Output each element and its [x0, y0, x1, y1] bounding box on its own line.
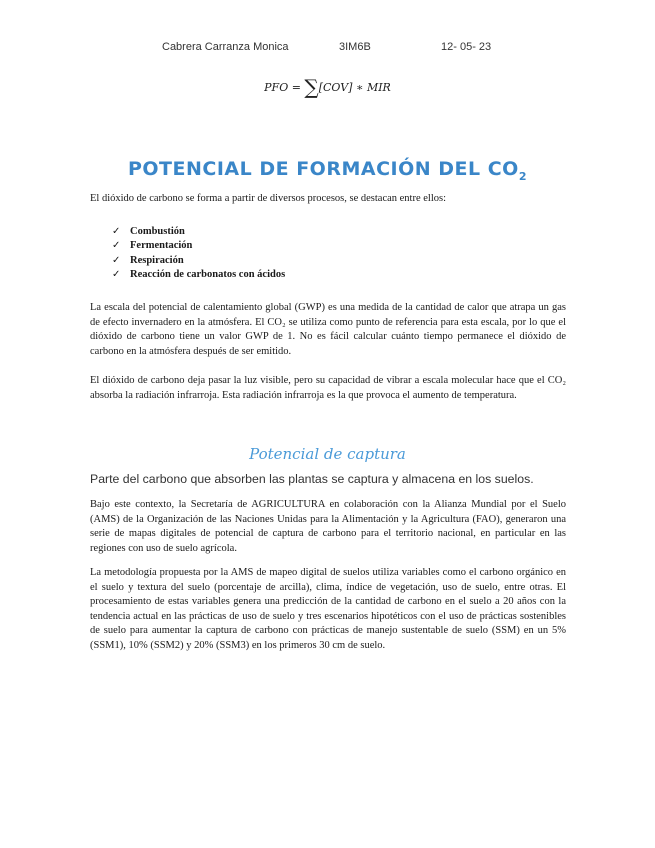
intro-paragraph: El dióxido de carbono se forma a partir de diversos procesos, se destacan entre ellos:: [90, 193, 447, 204]
title-text: POTENCIAL DE FORMACIÓN DEL CO: [127, 158, 519, 180]
list-item-label: Combustión: [130, 226, 185, 237]
list-item-label: Fermentación: [130, 240, 193, 252]
gwp-paragraph: La escala del potencial de calentamiento global (GWP) es una medida de la cantidad de calor que atrapa un gas de efecto invernadero en la atmósfera. El CO₂ se utiliza como punto de referencia para esta escala, por lo que el dióxido de carbono tiene un valor GWP de 1. No es fácil calcular cuánto tiempo permanece el dióxido de carbono en la atmósfera después de ser emitido.: [90, 302, 566, 357]
process-list: [112, 225, 285, 283]
document-date: 12- 05- 23: [441, 41, 492, 53]
list-item: [112, 225, 285, 239]
formula-right: [COV] ∗ MIR: [318, 81, 391, 94]
check-icon: ✓: [112, 240, 121, 252]
co2-paragraph: El dióxido de carbono deja pasar la luz visible, pero su capacidad de vibrar a escala molecular hace que el CO₂ absorba la radiación infrarroja. Esta radiación infrarroja es la que provoca el aumento de temperatura.: [90, 375, 566, 401]
section-title: Potencial de captura: [249, 445, 406, 463]
author-name: Cabrera Carranza Monica: [162, 41, 289, 53]
check-icon: ✓: [112, 254, 121, 266]
methodology-paragraph: La metodología propuesta por la AMS de mapeo digital de suelos utiliza variables como el carbono orgánico en el suelo y textura del suelo (porcentaje de arcilla), clima, índice de vegetación, uso de suelo, entre otras. El procesamiento de estas variables genera una predicción de la cantidad de carbono en el suelo a 20 años con la tendencia actual en las prácticas de uso de suelo y tres escenarios hipotéticos con el uso de prácticas sostenibles de suelo para aumentar la captura de carbono con prácticas de manejo sustentable de suelo (SSM) en un 5% (SSM1), 10% (SSM2) y 20% (SSM3) en los primeros 30 cm de suelo.: [90, 567, 566, 651]
list-item-label: Reacción de carbonatos con ácidos: [130, 269, 286, 281]
lead-sentence: Parte del carbono que absorben las plantas se captura y almacena en los suelos.: [90, 472, 534, 486]
formula-left: PFO =: [264, 81, 301, 94]
group-code: 3IM6B: [339, 41, 371, 53]
list-item: [112, 268, 285, 282]
page-header: [0, 41, 655, 57]
check-icon: ✓: [112, 226, 121, 237]
page-title: [0, 158, 655, 183]
summation-symbol: ∑: [304, 75, 319, 99]
pfo-formula: [0, 75, 655, 99]
list-item: [112, 254, 285, 268]
list-item-label: Respiración: [130, 254, 184, 266]
title-subscript: 2: [518, 169, 527, 183]
list-item: [112, 239, 285, 253]
context-paragraph: Bajo este contexto, la Secretaría de AGRICULTURA en colaboración con la Alianza Mundial por el Suelo (AMS) de la Organización de las Naciones Unidas para la Alimentación y la Agricultura (FAO), generaron una serie de mapas digitales de potencial de captura de carbono para el territorio nacional, en particular en las regiones con uso de suelo agrícola.: [90, 499, 566, 554]
check-icon: ✓: [112, 269, 121, 281]
